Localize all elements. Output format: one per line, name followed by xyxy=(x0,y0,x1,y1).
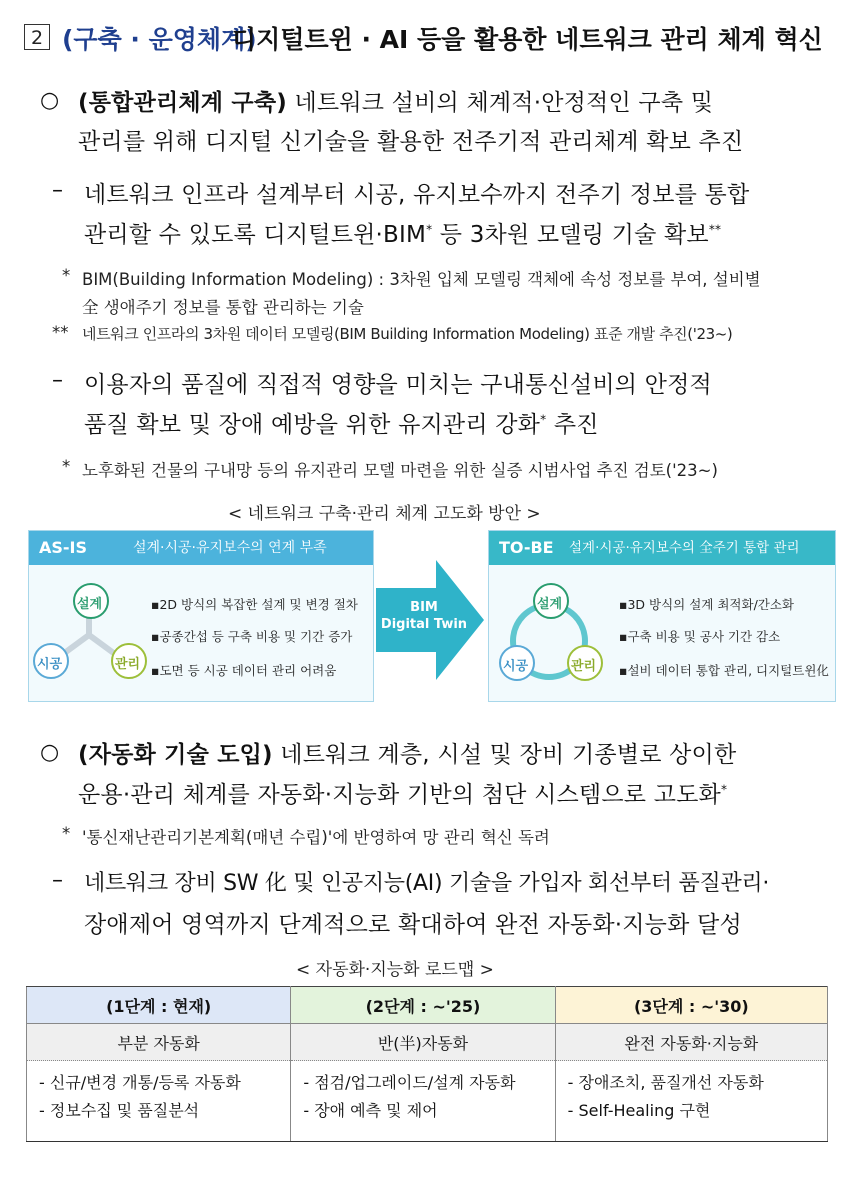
sub2-line2 xyxy=(84,406,599,439)
list-item: - 점검/업그레이드/설계 자동화 xyxy=(303,1073,516,1092)
section2-sub-line2: 장애제어 영역까지 단계적으로 확대하여 완전 자동화·지능화 달성 xyxy=(84,912,742,938)
roadmap-items-2 xyxy=(291,1061,555,1142)
list-item: - 신규/변경 개통/등록 자동화 xyxy=(39,1073,241,1092)
sub2-line2a: 품질 확보 및 장애 예방을 위한 유지관리 강화 xyxy=(84,412,541,438)
asis-node-design: 설계 xyxy=(77,597,103,612)
sub1-line1: 네트워크 인프라 설계부터 시공, 유지보수까지 전주기 정보를 통합 xyxy=(84,182,750,208)
tobe-node-construction: 시공 xyxy=(503,659,529,674)
dash-bullet: – xyxy=(52,868,63,893)
tobe-node-design: 설계 xyxy=(537,597,563,612)
heading-tag: (구축 · 운영체계) xyxy=(62,25,257,54)
sub1-line2a: 관리할 수 있도록 디지털트윈·BIM xyxy=(84,222,427,248)
note1-line1: BIM(Building Information Modeling) : 3차원 입체 모델링 객체에 속성 정보를 부여, 설비별 xyxy=(82,270,761,289)
roadmap-stage-2: 반(半)자동화 xyxy=(291,1024,555,1061)
tobe-subtitle: 설계·시공·유지보수의 全주기 통합 관리 xyxy=(569,540,800,556)
tobe-panel xyxy=(488,530,836,702)
circle-bullet: ○ xyxy=(40,740,60,765)
roadmap-items-3 xyxy=(555,1061,827,1142)
section1-bold-lead: (통합관리체계 구축) xyxy=(78,90,287,116)
note3-mark: * xyxy=(62,457,71,476)
asis-panel xyxy=(28,530,374,702)
section-number-box: 2 xyxy=(24,24,50,50)
section2-line1 xyxy=(78,736,736,769)
note1-line2: 全 생애주기 정보를 통합 관리하는 기술 xyxy=(82,298,364,317)
arrow-label-digital-twin: Digital Twin xyxy=(380,617,468,632)
section2-sub-line1: 네트워크 장비 SW 化 및 인공지능(AI) 기술을 가입자 회선부터 품질관리· xyxy=(84,871,770,896)
note2-mark: ** xyxy=(52,323,69,342)
circle-bullet: ○ xyxy=(40,88,60,113)
roadmap-stage-row xyxy=(27,1024,828,1061)
footnote-mark: * xyxy=(720,782,728,797)
section1-line1-rest: 네트워크 설비의 체계적·안정적인 구축 및 xyxy=(294,90,714,116)
roadmap-items-1 xyxy=(27,1061,291,1142)
asis-node-diagram xyxy=(29,571,149,699)
roadmap-header-2: (2단계 : ~'25) xyxy=(291,987,555,1024)
section1-line1 xyxy=(78,84,713,117)
section1-line2: 관리를 위해 디지털 신기술을 활용한 전주기적 관리체계 확보 추진 xyxy=(78,129,744,155)
note3: 노후화된 건물의 구내망 등의 유지관리 모델 마련을 위한 실증 시범사업 추진 검토('23~) xyxy=(82,461,718,480)
roadmap-items-row xyxy=(27,1061,828,1142)
section2-note: '통신재난관리기본계획(매년 수립)'에 반영하여 망 관리 혁신 독려 xyxy=(82,828,550,847)
tobe-header xyxy=(489,531,835,565)
diagram-caption: < 네트워크 구축·관리 체계 고도화 방안 > xyxy=(228,504,541,524)
footnote-mark: ** xyxy=(708,222,722,237)
sub1-line2 xyxy=(84,216,721,249)
section2-note-mark: * xyxy=(62,824,71,843)
roadmap-stage-3: 완전 자동화·지능화 xyxy=(555,1024,827,1061)
asis-header xyxy=(29,531,373,565)
asis-subtitle: 설계·시공·유지보수의 연계 부족 xyxy=(133,540,327,556)
asis-bullet-3: ▪도면 등 시공 데이터 관리 어려움 xyxy=(151,663,337,678)
list-item: - Self-Healing 구현 xyxy=(567,1101,711,1120)
arrow-label-bim: BIM xyxy=(410,600,438,615)
asis-label: AS-IS xyxy=(39,538,88,557)
asis-node-construction: 시공 xyxy=(37,657,63,672)
section2-line2 xyxy=(78,776,727,809)
tobe-node-diagram xyxy=(489,571,609,699)
tobe-bullet-1: ▪3D 방식의 설계 최적화/간소화 xyxy=(619,597,795,612)
list-item: - 장애 예측 및 제어 xyxy=(303,1101,438,1120)
tobe-node-management: 관리 xyxy=(571,659,597,674)
dash-bullet: – xyxy=(52,368,63,393)
roadmap-table xyxy=(26,986,828,1142)
list-item: - 장애조치, 품질개선 자동화 xyxy=(567,1073,764,1092)
note1-mark: * xyxy=(62,266,71,285)
asis-node-management: 관리 xyxy=(115,657,141,672)
roadmap-header-row xyxy=(27,987,828,1024)
section2-bold-lead: (자동화 기술 도입) xyxy=(78,742,273,768)
footnote-mark: * xyxy=(540,412,547,427)
sub2-line2b: 추진 xyxy=(546,412,599,438)
roadmap-header-1: (1단계 : 현재) xyxy=(27,987,291,1024)
page-title: 디지털트윈 · AI 등을 활용한 네트워크 관리 체계 혁신 xyxy=(232,25,823,54)
asis-bullet-2: ▪공종간섭 등 구축 비용 및 기간 증가 xyxy=(151,629,353,644)
asis-bullet-1: ▪2D 방식의 복잡한 설계 및 변경 절차 xyxy=(151,597,358,612)
sub2-line1: 이용자의 품질에 직접적 영향을 미치는 구내통신설비의 안정적 xyxy=(84,372,712,398)
sub1-line2b: 등 3차원 모델링 기술 확보 xyxy=(432,222,709,248)
dash-bullet: – xyxy=(52,178,63,203)
section2-line2a: 운용·관리 체계를 자동화·지능화 기반의 첨단 시스템으로 고도화 xyxy=(78,782,721,808)
roadmap-stage-1: 부분 자동화 xyxy=(27,1024,291,1061)
note2: 네트워크 인프라의 3차원 데이터 모델링(BIM Building Information Modeling) 표준 개발 추진('23~) xyxy=(82,325,733,343)
section2-line1-rest: 네트워크 계층, 시설 및 장비 기종별로 상이한 xyxy=(280,742,737,768)
roadmap-header-3: (3단계 : ~'30) xyxy=(555,987,827,1024)
tobe-bullet-3: ▪설비 데이터 통합 관리, 디지털트윈化 xyxy=(619,663,829,678)
tobe-label: TO-BE xyxy=(499,538,554,557)
roadmap-caption: < 자동화·지능화 로드맵 > xyxy=(296,960,494,980)
footnote-mark: * xyxy=(426,222,433,237)
list-item: - 정보수집 및 품질분석 xyxy=(39,1101,200,1120)
tobe-bullet-2: ▪구축 비용 및 공사 기간 감소 xyxy=(619,629,781,644)
